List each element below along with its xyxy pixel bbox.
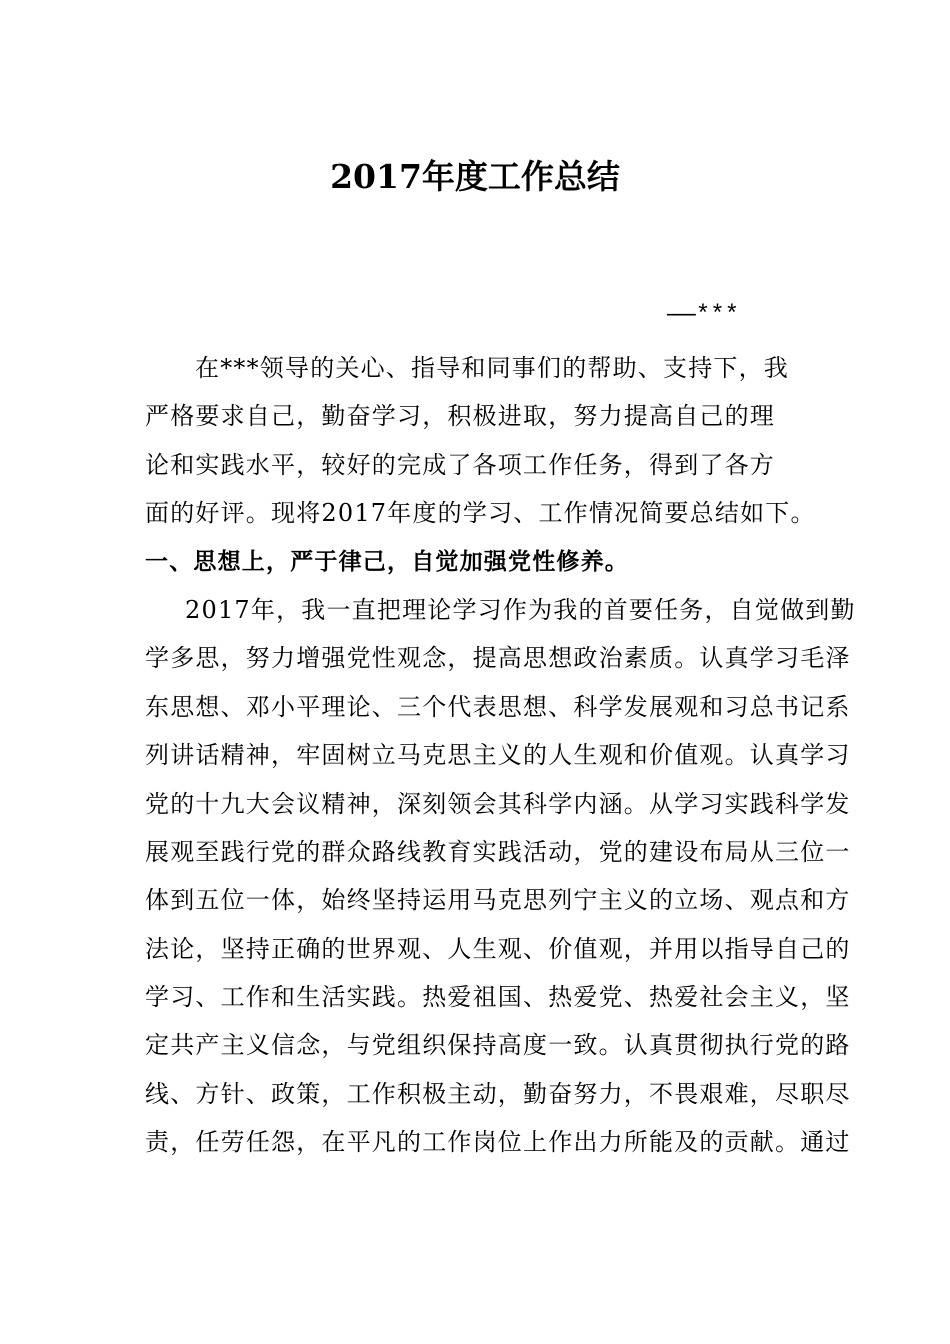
section-heading: 一、思想上，严于律己，自觉加强党性修养。 <box>145 548 629 575</box>
author-signature: ——*** <box>667 302 740 329</box>
paragraph-line: 学多思，努力增强党性观念，提高思想政治素质。认真学习毛泽 <box>145 644 851 673</box>
paragraph-line: 责，任劳任怨，在平凡的工作岗位上作出力所能及的贡献。通过 <box>145 1128 851 1157</box>
paragraph-line: 学习、工作和生活实践。热爱祖国、热爱党、热爱社会主义，坚 <box>145 983 851 1012</box>
paragraph-line: 2017年，我一直把理论学习作为我的首要任务，自觉做到勤 <box>185 595 856 624</box>
paragraph-line: 展观至践行党的群众路线教育实践活动，党的建设布局从三位一 <box>145 837 851 866</box>
paragraph-line: 严格要求自己，勤奋学习，积极进取，努力提高自己的理 <box>145 402 775 431</box>
paragraph-line: 东思想、邓小平理论、三个代表思想、科学发展观和习总书记系 <box>145 692 851 721</box>
paragraph-line: 线、方针、政策，工作积极主动，勤奋努力，不畏艰难，尽职尽 <box>145 1079 851 1108</box>
paragraph-line: 党的十九大会议精神，深刻领会其科学内涵。从学习实践科学发 <box>145 789 851 818</box>
paragraph-line: 定共产主义信念，与党组织保持高度一致。认真贯彻执行党的路 <box>145 1031 851 1060</box>
document-title: 2017年度工作总结 <box>330 157 620 196</box>
paragraph-line: 法论，坚持正确的世界观、人生观、价值观，并用以指导自己的 <box>145 934 851 963</box>
document-body <box>145 344 856 1167</box>
paragraph-line: 列讲话精神，牢固树立马克思主义的人生观和价值观。认真学习 <box>145 741 851 770</box>
paragraph-line: 在***领导的关心、指导和同事们的帮助、支持下，我 <box>195 354 789 382</box>
paragraph-line: 论和实践水平，较好的完成了各项工作任务，得到了各方 <box>145 450 775 479</box>
paragraph-line: 面的好评。现将2017年度的学习、工作情况简要总结如下。 <box>145 499 816 528</box>
paragraph-line: 体到五位一体，始终坚持运用马克思列宁主义的立场、观点和方 <box>145 886 851 915</box>
